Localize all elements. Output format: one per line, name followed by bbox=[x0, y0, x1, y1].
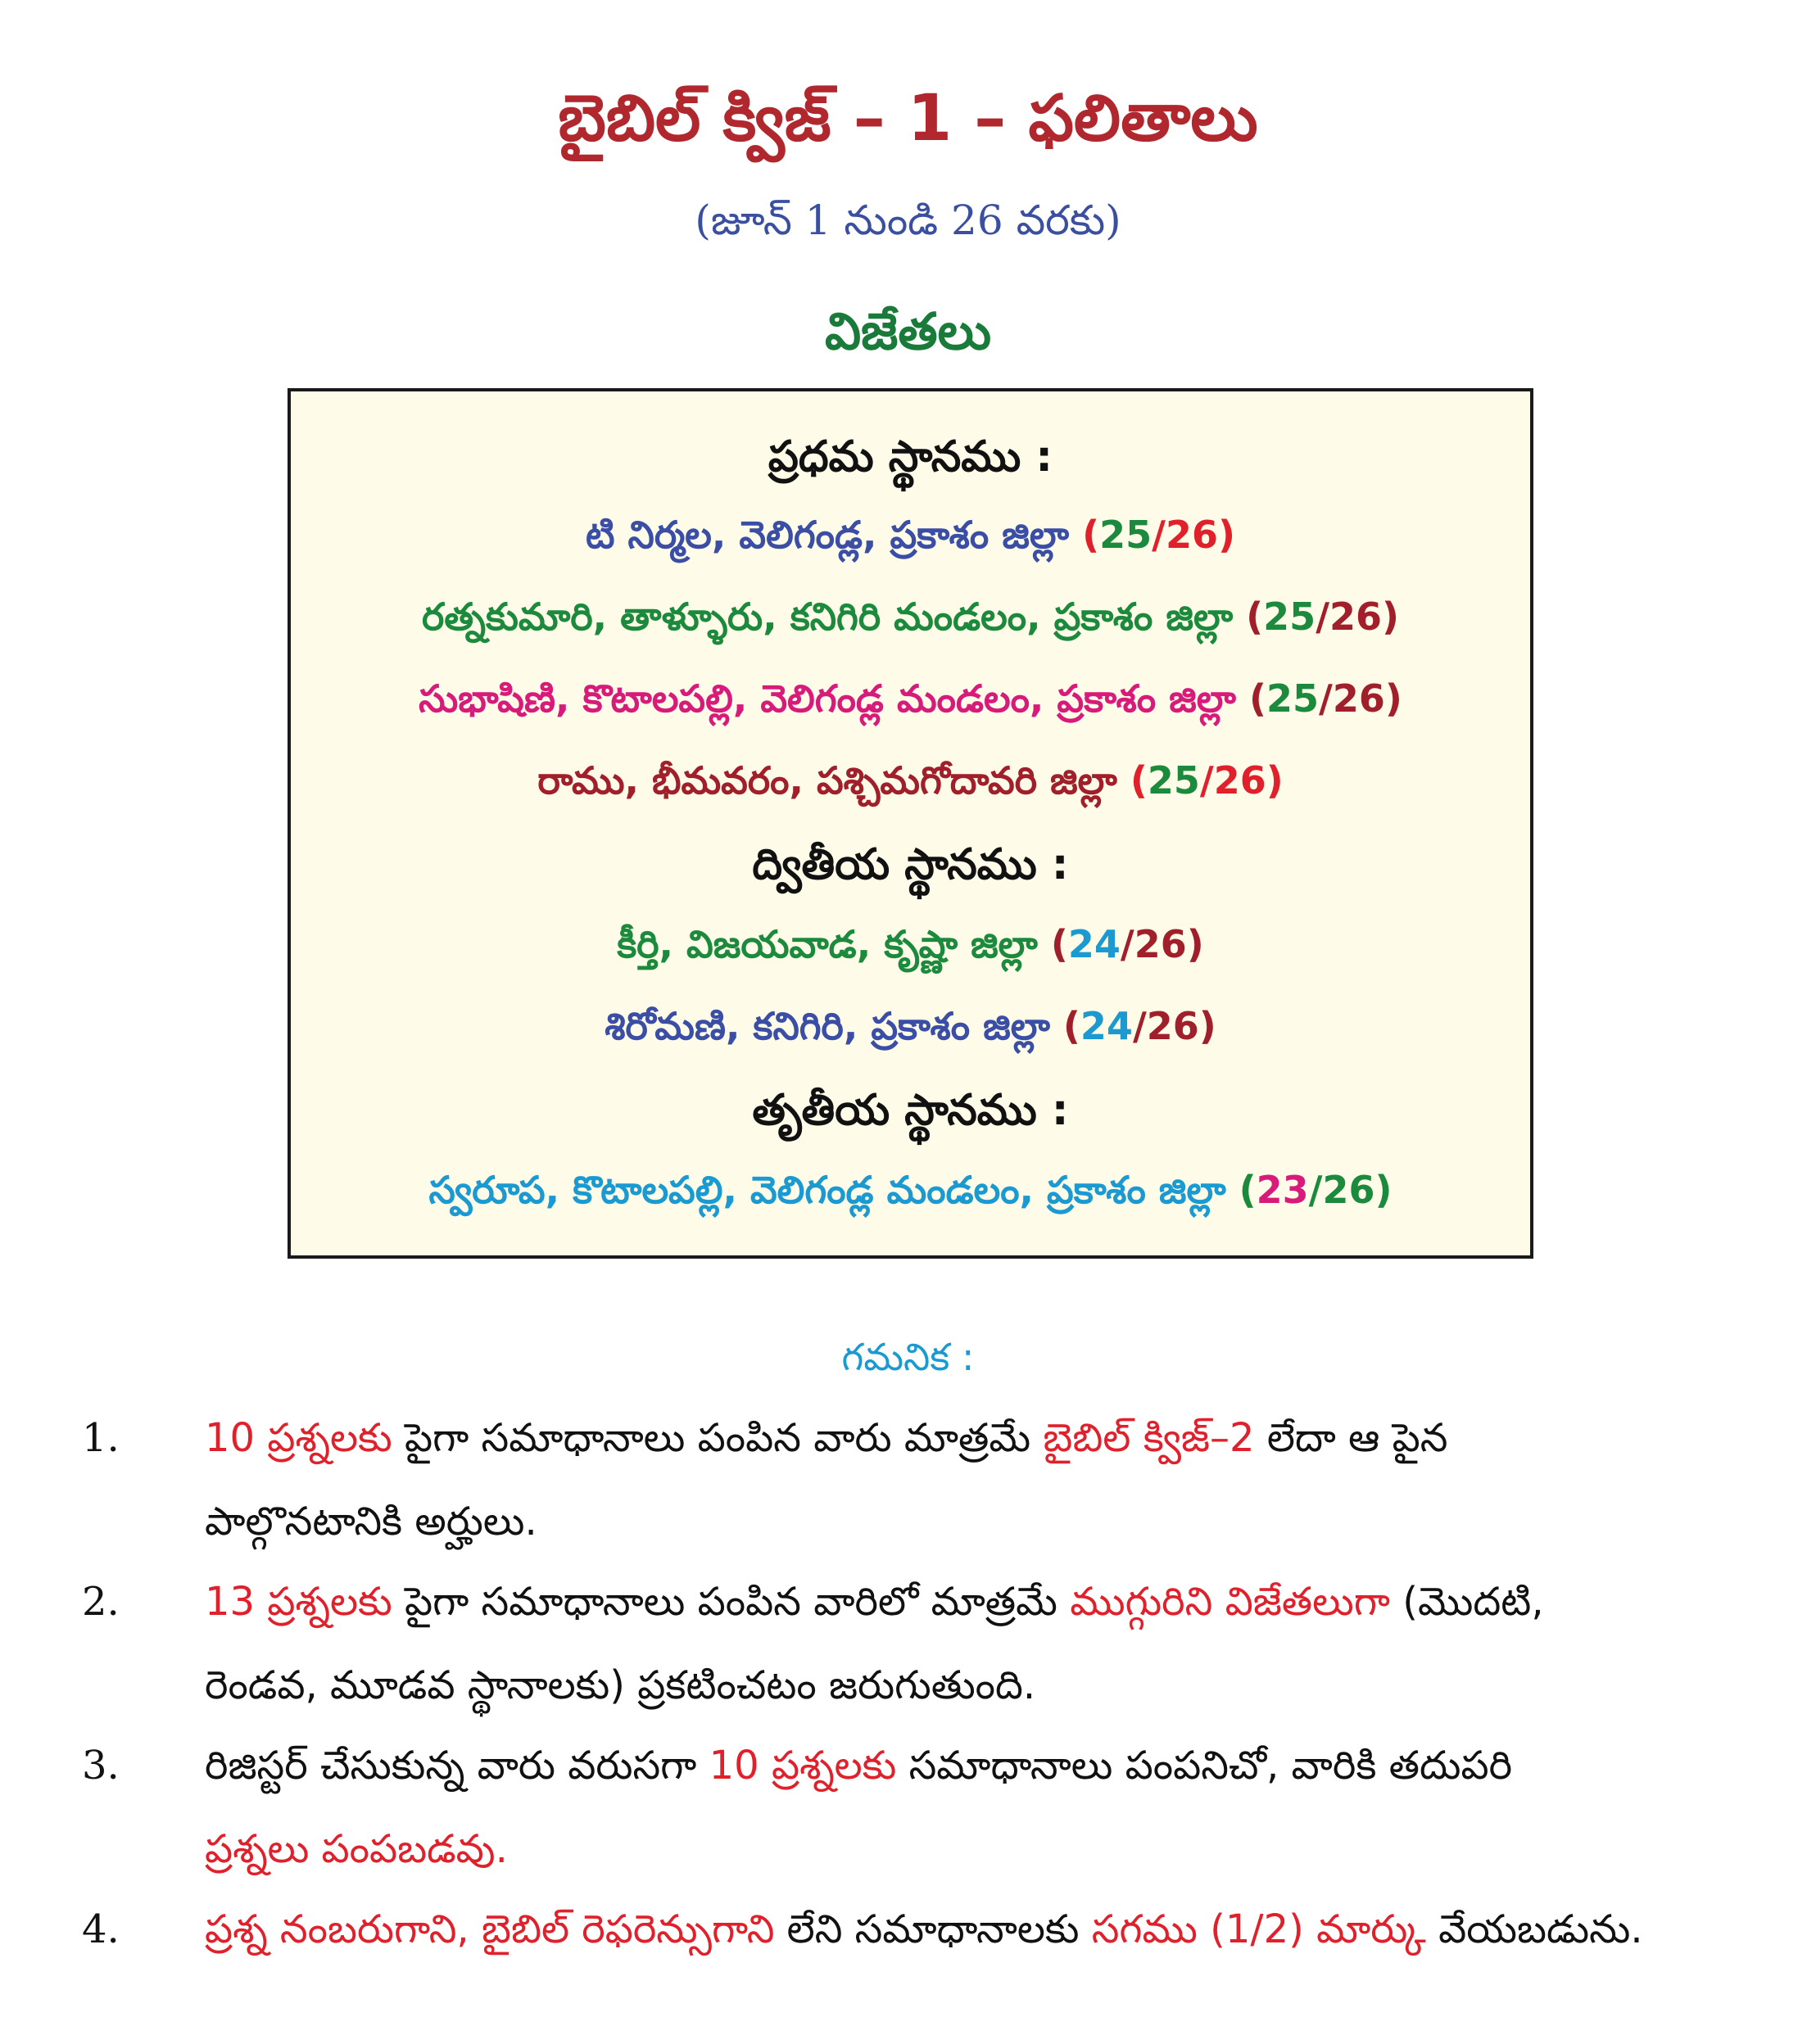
result-entry bbox=[291, 1004, 1530, 1058]
note-line bbox=[205, 1743, 1728, 1798]
note-text-segment: రెండవ, మూడవ స్థానాలకు) ప్రకటించటం జరుగుతుంది. bbox=[205, 1662, 1036, 1708]
note-line bbox=[205, 1662, 1728, 1718]
note-line bbox=[205, 1906, 1728, 1962]
entry-close: ) bbox=[1198, 1004, 1216, 1048]
note-highlight: 13 ప్రశ్నలకు bbox=[205, 1579, 392, 1625]
entry-score: 25 bbox=[1266, 676, 1320, 721]
entry-open: ( bbox=[1037, 922, 1068, 966]
entry-open: ( bbox=[1233, 595, 1264, 639]
note-number: 3. bbox=[82, 1743, 120, 1788]
note-highlight: 10 ప్రశ్నలకు bbox=[205, 1415, 392, 1461]
note-line bbox=[205, 1415, 1728, 1471]
entry-open: ( bbox=[1049, 1004, 1080, 1048]
result-entry bbox=[291, 595, 1530, 649]
note-line bbox=[205, 1579, 1728, 1635]
second-place-heading: ద్వితీయ స్థానము : bbox=[752, 840, 1069, 889]
note-text-segment: పైగా సమాధానాలు పంపిన వారు మాత్రమే bbox=[392, 1415, 1044, 1461]
entry-name: రత్నకుమారి, తాళ్ళూరు, కనిగిరి మండలం, ప్రకాశం జిల్లా bbox=[421, 595, 1234, 639]
result-entry bbox=[291, 922, 1530, 976]
note-line bbox=[205, 1826, 1728, 1882]
entry-slash: / bbox=[1120, 922, 1134, 966]
result-entry bbox=[291, 513, 1530, 567]
entry-slash: / bbox=[1199, 758, 1214, 803]
note-highlight: 10 ప్రశ్నలకు bbox=[709, 1743, 897, 1788]
note-number: 1. bbox=[82, 1415, 120, 1461]
entry-name: రాము, భీమవరం, పశ్చిమగోదావరి జిల్లా bbox=[537, 758, 1117, 803]
note-text-segment: పైగా సమాధానాలు పంపిన వారిలో మాత్రమే bbox=[392, 1579, 1071, 1625]
entry-open: ( bbox=[1235, 676, 1267, 721]
note-number: 4. bbox=[82, 1906, 120, 1952]
entry-close: ) bbox=[1382, 595, 1400, 639]
entry-total: 26 bbox=[1134, 922, 1187, 966]
note-text-segment: (మొదటి, bbox=[1390, 1579, 1544, 1625]
note-text-segment: సమాధానాలు పంపనిచో, వారికి తదుపరి bbox=[896, 1743, 1513, 1788]
note-highlight: బైబిల్ క్విజ్–2 bbox=[1043, 1415, 1255, 1461]
entry-total: 26 bbox=[1322, 1168, 1375, 1212]
entry-total: 26 bbox=[1146, 1004, 1199, 1048]
page-subtitle: (జూన్ 1 నుండి 26 వరకు) bbox=[695, 197, 1121, 244]
entry-name: టి నిర్మల, వెలిగండ్ల, ప్రకాశం జిల్లా bbox=[586, 513, 1070, 557]
result-entry bbox=[291, 676, 1530, 730]
entry-slash: / bbox=[1308, 1168, 1323, 1212]
entry-close: ) bbox=[1374, 1168, 1393, 1212]
third-place-heading: తృతీయ స్థానము : bbox=[752, 1086, 1069, 1135]
entry-slash: / bbox=[1316, 595, 1329, 639]
page-title: బైబిల్ క్విజ్ – 1 – ఫలితాలు bbox=[558, 82, 1258, 156]
note-highlight: ప్రశ్న నంబరుగాని, బైబిల్ రెఫరెన్సుగాని bbox=[205, 1906, 775, 1952]
entry-total: 26 bbox=[1165, 513, 1218, 557]
entry-name: సుభాషిణి, కొటాలపల్లి, వెలిగండ్ల మండలం, ప్రకాశం జిల్లా bbox=[419, 676, 1236, 721]
entry-close: ) bbox=[1384, 676, 1402, 721]
entry-name: కీర్తి, విజయవాడ, కృష్ణా జిల్లా bbox=[617, 922, 1038, 966]
entry-score: 25 bbox=[1099, 513, 1153, 557]
entry-name: స్వరూప, కొటాలపల్లి, వెలిగండ్ల మండలం, ప్రకాశం జిల్లా bbox=[428, 1168, 1226, 1212]
note-highlight: ప్రశ్నలు పంపబడవు. bbox=[205, 1826, 508, 1872]
entry-open: ( bbox=[1116, 758, 1148, 803]
entry-close: ) bbox=[1186, 922, 1204, 966]
result-entry bbox=[291, 758, 1530, 812]
note-text-segment: పాల్గొనటానికి అర్హులు. bbox=[205, 1499, 537, 1544]
entry-score: 25 bbox=[1147, 758, 1200, 803]
note-highlight: ముగ్గురిని విజేతలుగా bbox=[1070, 1579, 1390, 1625]
note-line bbox=[205, 1499, 1728, 1554]
note-text-segment: వేయబడును. bbox=[1425, 1906, 1643, 1952]
result-entry bbox=[291, 1168, 1530, 1222]
entry-total: 26 bbox=[1329, 595, 1383, 639]
entry-score: 23 bbox=[1256, 1168, 1309, 1212]
entry-slash: / bbox=[1132, 1004, 1147, 1048]
notes-heading: గమనిక : bbox=[841, 1335, 975, 1379]
entry-slash: / bbox=[1152, 513, 1166, 557]
note-text-segment: లేదా ఆ పైన bbox=[1254, 1415, 1448, 1461]
first-place-heading: ప్రధమ స్థానము : bbox=[768, 432, 1053, 482]
entry-total: 26 bbox=[1332, 676, 1385, 721]
entry-close: ) bbox=[1217, 513, 1235, 557]
entry-total: 26 bbox=[1213, 758, 1266, 803]
entry-score: 25 bbox=[1263, 595, 1316, 639]
entry-score: 24 bbox=[1080, 1004, 1133, 1048]
entry-open: ( bbox=[1225, 1168, 1257, 1212]
entry-open: ( bbox=[1069, 513, 1100, 557]
winners-heading: విజేతలు bbox=[824, 301, 992, 361]
entry-slash: / bbox=[1319, 676, 1333, 721]
note-number: 2. bbox=[82, 1579, 120, 1625]
entry-name: శిరోమణి, కనిగిరి, ప్రకాశం జిల్లా bbox=[605, 1004, 1050, 1048]
note-text-segment: లేని సమాధానాలకు bbox=[774, 1906, 1092, 1952]
note-text-segment: రిజిస్టర్ చేసుకున్న వారు వరుసగా bbox=[205, 1743, 709, 1788]
results-box bbox=[288, 388, 1533, 1259]
note-highlight: సగము (1/2) మార్కు bbox=[1091, 1906, 1426, 1952]
entry-close: ) bbox=[1266, 758, 1284, 803]
entry-score: 24 bbox=[1067, 922, 1121, 966]
